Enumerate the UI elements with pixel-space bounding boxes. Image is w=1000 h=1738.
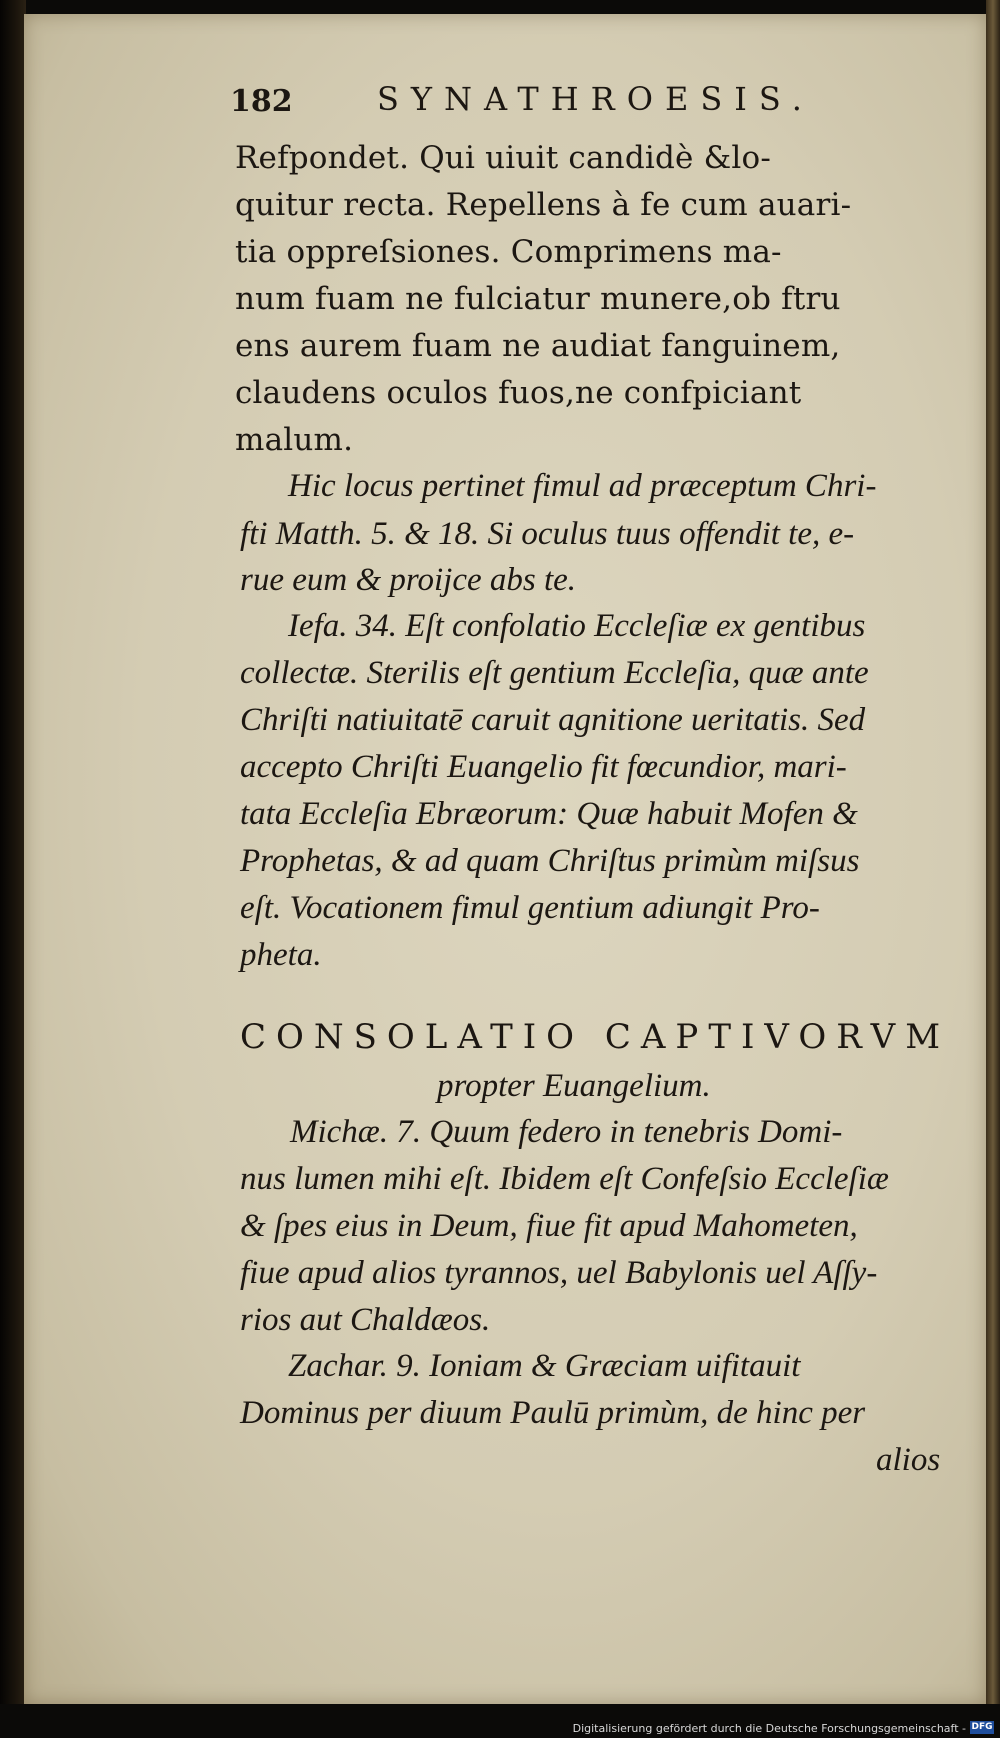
text-line: nus lumen mihi eſt. Ibidem eſt Confeſsio Eccleſiæ <box>240 1161 889 1197</box>
running-head: SYNATHROESIS. <box>377 80 814 118</box>
text-line: Michæ. 7. Quum federo in tenebris Domi- <box>290 1114 843 1150</box>
text-line: pheta. <box>240 937 322 973</box>
page-edge <box>986 0 1000 1710</box>
text-line: claudens oculos fuos,ne confpiciant <box>235 375 802 411</box>
text-line: rios aut Chaldæos. <box>240 1302 491 1338</box>
text-line: num fuam ne fulciatur munere,ob ftru <box>235 281 841 317</box>
text-line: fti Matth. 5. & 18. Si oculus tuus offendit te, e- <box>240 516 855 552</box>
section-subheading: propter Euangelium. <box>437 1068 711 1104</box>
text-line: Hic locus pertinet fimul ad præceptum Chri- <box>288 468 877 504</box>
page-number: 182 <box>230 84 293 119</box>
text-line: ens aurem fuam ne audiat fanguinem, <box>235 328 841 364</box>
text-line: eſt. Vocationem fimul gentium adiungit Pro- <box>240 890 820 926</box>
text-line: tia oppreſsiones. Comprimens ma- <box>235 234 782 270</box>
book-binding-edge <box>0 0 26 1738</box>
dfg-logo: DFG <box>971 1722 993 1732</box>
text-line: rue eum & proijce abs te. <box>240 562 577 598</box>
text-line: Prophetas, & ad quam Chriſtus primùm miſsus <box>240 843 860 879</box>
text-line: quitur recta. Repellens à fe cum auari- <box>235 187 852 223</box>
text-line: & ſpes eius in Deum, fiue fit apud Mahometen, <box>240 1208 858 1244</box>
section-heading: CONSOLATIO CAPTIVORVM <box>240 1017 951 1057</box>
digitization-credit: Digitalisierung gefördert durch die Deutsche Forschungsgemeinschaft - <box>572 1722 966 1735</box>
text-line: Zachar. 9. Ioniam & Græciam uifitauit <box>288 1348 801 1384</box>
text-line: Dominus per diuum Paulū primùm, de hinc per <box>240 1395 866 1431</box>
catchword: alios <box>876 1442 941 1478</box>
text-line: Refpondet. Qui uiuit candidè &lo- <box>235 140 772 176</box>
text-line: tata Eccleſia Ebræorum: Quæ habuit Mofen & <box>240 796 858 832</box>
text-line: fiue apud alios tyrannos, uel Babylonis uel Aſſy- <box>240 1255 878 1291</box>
text-line: Iefa. 34. Eſt confolatio Eccleſiæ ex gentibus <box>288 608 866 644</box>
text-line: Chriſti natiuitatē caruit agnitione ueritatis. Sed <box>240 702 866 738</box>
text-line: malum. <box>235 422 354 458</box>
text-line: collectæ. Sterilis eſt gentium Eccleſia, quæ ante <box>240 655 869 691</box>
text-line: accepto Chriſti Euangelio fit fœcundior, mari- <box>240 749 847 785</box>
